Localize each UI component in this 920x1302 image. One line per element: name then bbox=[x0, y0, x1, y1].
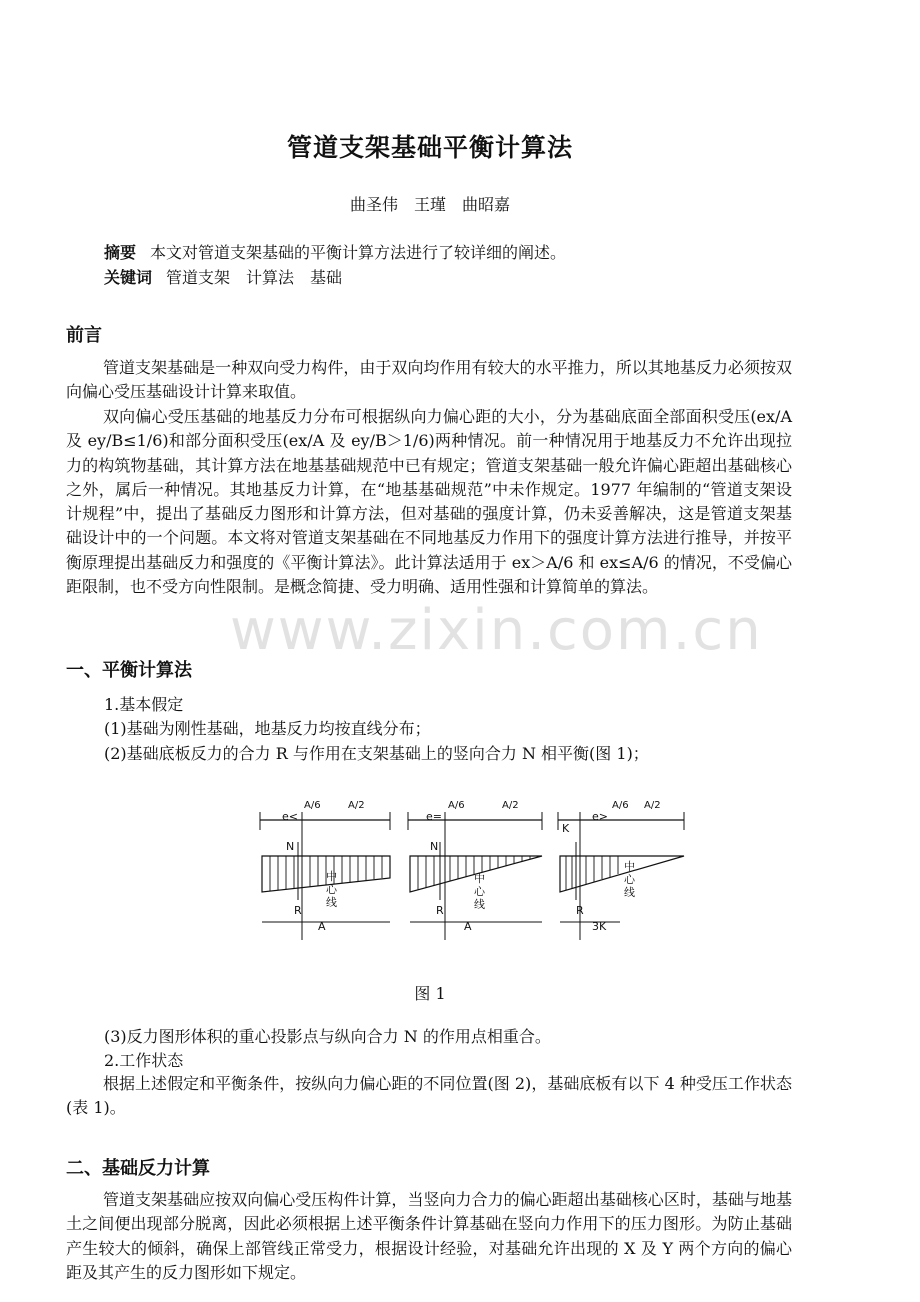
figure-1-diagram bbox=[240, 790, 700, 940]
authors: 曲圣伟 王瑾 曲昭嘉 bbox=[349, 195, 510, 214]
panel-2-frac2: A/2 bbox=[502, 800, 519, 811]
panel-2-frac1: A/6 bbox=[448, 800, 465, 811]
panel-1-centerline: 中心线 bbox=[326, 870, 337, 909]
panel-3-frac1: A/6 bbox=[612, 800, 629, 811]
figure-1-panel-2 bbox=[408, 800, 542, 940]
panel-2-ecc: e= bbox=[426, 810, 442, 823]
paragraph-s2: 管道支架基础应按双向偏心受压构件计算，当竖向力合力的偏心距超出基础核心区时，基础与地基土之间便出现部分脱离，因此必须根据上述平衡条件计算基础在竖向力作用下的压力图形。为防止基础产生较大的倾斜，确保上部管线正常受力，根据设计经验，对基础允许出现的 X 及 Y 两个方向的偏心距及其产生的反力图形如下规定。 bbox=[66, 1190, 792, 1282]
figure-1-panel-1 bbox=[260, 800, 390, 940]
panel-3-centerline: 中心线 bbox=[624, 860, 635, 899]
panel-3-bottom: 3K bbox=[592, 920, 607, 933]
panel-1-ecc: e< bbox=[282, 810, 298, 823]
paragraph-preface-1: 管道支架基础是一种双向受力构件，由于双向均作用有较大的水平推力，所以其地基反力必须按双向偏心受压基础设计计算来取值。 bbox=[66, 358, 792, 402]
abstract bbox=[104, 240, 566, 263]
panel-3-k: K bbox=[562, 822, 570, 835]
paragraph-preface-2: 双向偏心受压基础的地基反力分布可根据纵向力偏心距的大小，分为基础底面全部面积受压(ex/A 及 ey/B≤1/6)和部分面积受压(ex/A 及 ey/B＞1/6)两种情况。前一种情况用于地基反力不允许出现拉力的构筑物基础，其计算方法在地基基础规范中已有规定；管道支架基础一般允许偏心距超出基础核心之外，属后一种情况。其地基反力计算，在“地基基础规范”中未作规定。1977 年编制的“管道支架设计规程”中，提出了基础反力图形和计算方法，但对基础的强度计算，仍未妥善解决，这是管道支架基础设计中的一个问题。本文将对管道支架基础在不同地基反力作用下的强度计算方法进行推导，并按平衡原理提出基础反力和强度的《平衡计算法》。此计算法适用于 ex＞A/6 和 ex≤A/6 的情况，不受偏心距限制，也不受方向性限制。是概念简捷、受力明确、适用性强和计算简单的算法。 bbox=[66, 407, 792, 597]
panel-1-frac2: A/2 bbox=[348, 800, 365, 811]
panel-3-frac2: A/2 bbox=[644, 800, 661, 811]
panel-3-ecc: e> bbox=[592, 810, 608, 823]
abstract-text: 本文对管道支架基础的平衡计算方法进行了较详细的阐述。 bbox=[150, 243, 567, 262]
list-line-5: 2.工作状态 bbox=[104, 1051, 184, 1070]
keywords-label: 关键词 bbox=[104, 268, 153, 287]
panel-1-frac1: A/6 bbox=[304, 800, 321, 811]
figure-1-caption: 图 1 bbox=[414, 984, 446, 1003]
list-line-4: (3)反力图形体积的重心投影点与纵向合力 N 的作用点相重合。 bbox=[104, 1027, 551, 1046]
paper-title: 管道支架基础平衡计算法 bbox=[286, 133, 573, 162]
panel-1-r: R bbox=[294, 904, 302, 917]
panel-2-n: N bbox=[430, 840, 439, 853]
section-heading-preface: 前言 bbox=[66, 325, 102, 346]
list-line-3: (2)基础底板反力的合力 R 与作用在支架基础上的竖向合力 N 相平衡(图 1)； bbox=[104, 744, 649, 763]
watermark: www.zixin.com.cn bbox=[230, 598, 763, 663]
panel-3-r: R bbox=[576, 904, 584, 917]
keywords bbox=[104, 265, 342, 288]
panel-1-n: N bbox=[286, 840, 295, 853]
keywords-text: 管道支架 计算法 基础 bbox=[166, 268, 343, 287]
section-heading-2: 二、基础反力计算 bbox=[66, 1158, 210, 1179]
panel-2-centerline: 中心线 bbox=[474, 872, 485, 911]
list-line-2: (1)基础为刚性基础，地基反力均按直线分布； bbox=[104, 719, 431, 738]
panel-2-r: R bbox=[436, 904, 444, 917]
abstract-label: 摘要 bbox=[104, 243, 137, 262]
list-line-1: 1.基本假定 bbox=[104, 695, 184, 714]
panel-1-bottom: A bbox=[318, 920, 326, 933]
paragraph-s1: 根据上述假定和平衡条件，按纵向力偏心距的不同位置(图 2)，基础底板有以下 4 种受压工作状态(表 1)。 bbox=[66, 1074, 792, 1118]
figure-1-panel-3 bbox=[558, 800, 684, 940]
panel-2-bottom: A bbox=[464, 920, 472, 933]
section-heading-1: 一、平衡计算法 bbox=[66, 660, 192, 681]
